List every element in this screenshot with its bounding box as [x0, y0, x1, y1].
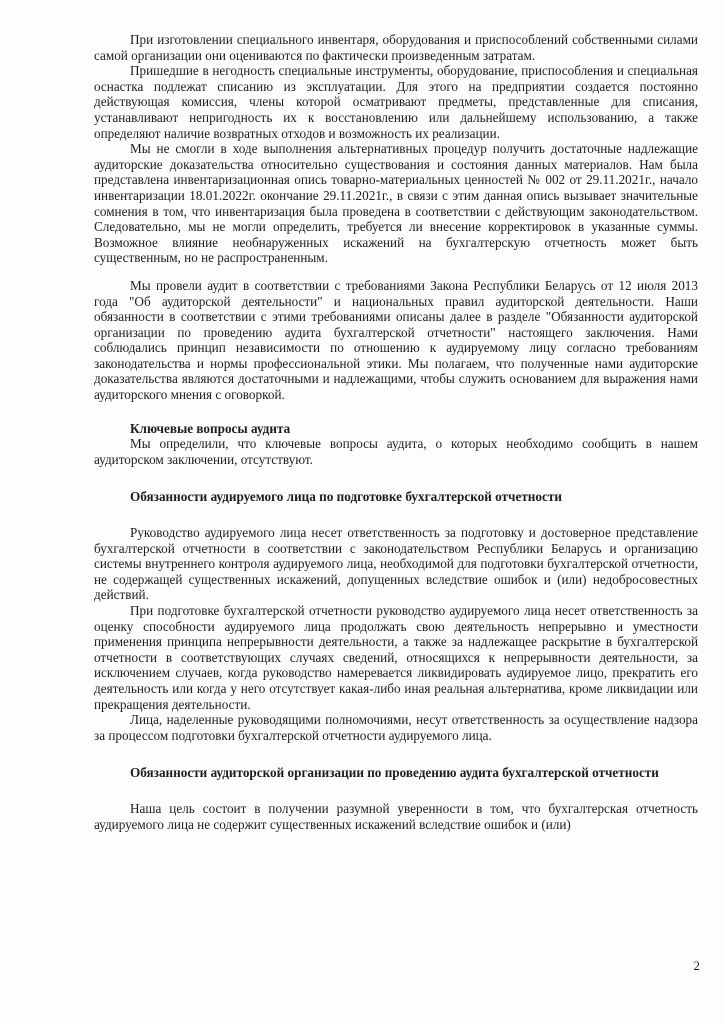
paragraph-management-3: Лица, наделенные руководящими полномочиями, несут ответственность за осуществление надзора за процессом подготовки бухгалтерской отчетности аудируемого лица. [94, 712, 698, 743]
paragraph-audit-basis: Мы провели аудит в соответствии с требованиями Закона Республики Беларусь от 12 июля 2013 года "Об аудиторской деятельности" и национальных правил аудиторской деятельности. Наши обязанности в соответствии с этими требованиями описаны далее в разделе "Обязанности аудиторской организации по проведению аудита бухгалтерской отчетности" настоящего заключения. Нами соблюдались принцип независимости по отношению к аудируемому лицу согласно требованиям законодательства и нормы профессиональной этики. Мы полагаем, что полученные нами аудиторские доказательства являются достаточными и надлежащими, чтобы служить основанием для выражения нами аудиторского мнения с оговоркой. [94, 277, 698, 403]
heading-management-responsibilities: Обязанности аудируемого лица по подготовке бухгалтерской отчетности [130, 489, 562, 505]
paragraph-auditor-objective: Наша цель состоит в получении разумной уверенности в том, что бухгалтерская отчетность аудируемого лица не содержит существенных искажений вследствие ошибок и (или) [94, 800, 698, 832]
heading-key-audit-matters: Ключевые вопросы аудита [130, 420, 291, 436]
page-number: 2 [693, 958, 700, 973]
paragraph-write-off: Пришедшие в негодность специальные инструменты, оборудование, приспособления и специальная оснастка подлежат списанию из эксплуатации. Для этого на предприятии создается постоянно действующая комиссия, члены которой осматривают предметы, представленные для списания, устанавливают непригодность их к восстановлению или дальнейшему использованию, а также определяют наличие возвратных отходов и возможность их реализации. [94, 63, 698, 141]
heading-auditor-responsibilities: Обязанности аудиторской организации по проведению аудита бухгалтерской отчетности [130, 765, 659, 781]
paragraph-alternative-procedures: Мы не смогли в ходе выполнения альтернативных процедур получить достаточные надлежащие аудиторские доказательства относительно существования и состояния данных материалов. Нам была представлена инвентаризационная опись товарно-материальных ценностей № 002 от 29.11.2021г., начало инвентаризации 18.01.2022г. окончание 29.11.2021г., в связи с этим данная опись вызывает значительные сомнения в том, что инвентаризация была проведена в соответствии с действующим законодательством. Следовательно, мы не могли определить, требуется ли внесение корректировок в указанные суммы. Возможное влияние необнаруженных искажений на бухгалтерскую отчетность может быть существенным, но не распространенным. [94, 141, 698, 266]
paragraph-management-1: Руководство аудируемого лица несет ответственность за подготовку и достоверное представление бухгалтерской отчетности в соответствии с законодательством Республики Беларусь и организацию системы внутреннего контроля аудируемого лица, необходимой для подготовки бухгалтерской отчетности, не содержащей существенных искажений, допущенных вследствие ошибок и (или) недобросовестных действий. [94, 525, 698, 603]
paragraph-inventory-valuation: При изготовлении специального инвентаря, оборудования и приспособлений собственными силами самой организации они оцениваются по фактически произведенным затратам. [94, 32, 698, 63]
document-body [94, 32, 698, 832]
paragraph-management-2: При подготовке бухгалтерской отчетности руководство аудируемого лица несет ответственность за оценку способности аудируемого лица продолжать свою деятельность непрерывно и уместности применения принципа непрерывности деятельности, а также за надлежащее раскрытие в бухгалтерской отчетности в соответствующих случаях сведений, относящихся к непрерывности деятельности, за исключением случаев, когда руководство намеревается ликвидировать аудируемое лицо, прекратить его деятельность или когда у него отсутствует какая-либо иная реальная альтернатива, кроме ликвидации или прекращения деятельности. [94, 603, 698, 712]
paragraph-key-audit-matters: Мы определили, что ключевые вопросы аудита, о которых необходимо сообщить в нашем аудиторском заключении, отсутствуют. [94, 436, 698, 467]
